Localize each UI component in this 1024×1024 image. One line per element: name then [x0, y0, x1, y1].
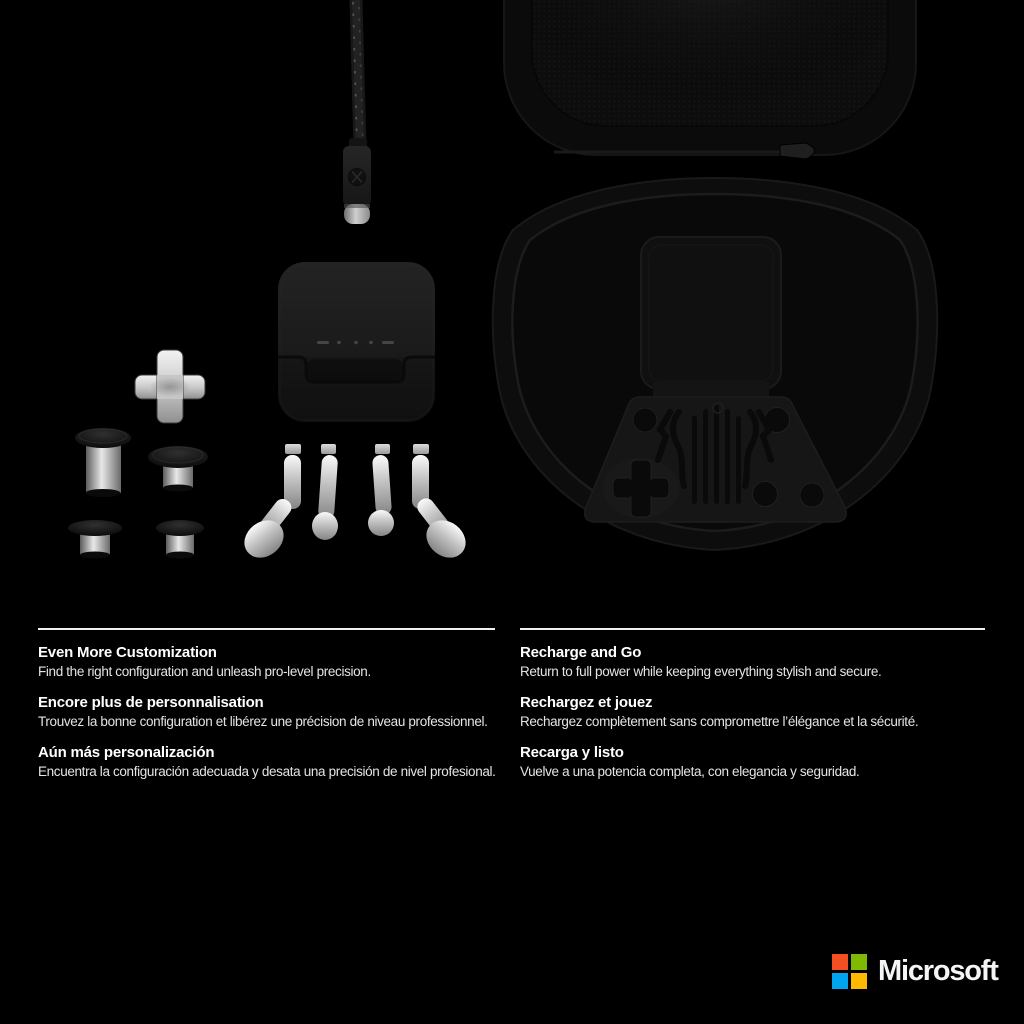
- feature-body: Vuelve a una potencia completa, con elegancia y seguridad.: [520, 764, 860, 779]
- info-column-right: [520, 628, 1020, 780]
- paddle-short-left: [312, 444, 338, 540]
- microsoft-logo-icon: [832, 954, 867, 989]
- charging-dock-image: [276, 258, 438, 428]
- feature-body: Find the right configuration and unleash pro-level precision.: [38, 664, 371, 679]
- case-interior-tray: [641, 237, 781, 389]
- feature-section: [38, 694, 508, 730]
- feature-body: Trouvez la bonne configuration et libérez une précision de niveau professionnel.: [38, 714, 488, 729]
- feature-body: Return to full power while keeping everything stylish and secure.: [520, 664, 882, 679]
- usb-c-cable-image: [330, 0, 390, 232]
- feature-heading: Recarga y listo: [520, 744, 624, 761]
- microsoft-square-red: [832, 954, 848, 970]
- feature-section: [38, 644, 508, 680]
- feature-section: [520, 694, 1020, 730]
- tall-thumbstick: [75, 428, 131, 497]
- thumbstick-slot: [753, 482, 778, 507]
- feature-body: Rechargez complètement sans compromettre l’élégance et la sécurité.: [520, 714, 919, 729]
- thumbstick-base: [68, 520, 122, 559]
- feature-section: [38, 744, 508, 780]
- feature-heading: Encore plus de personnalisation: [38, 694, 264, 711]
- paddle-long-left: [237, 444, 301, 565]
- thumbstick-slot: [800, 483, 824, 507]
- feature-heading: Rechargez et jouez: [520, 694, 653, 711]
- microsoft-square-blue: [832, 973, 848, 989]
- dome-thumbstick: [148, 446, 208, 492]
- xbox-logo-icon: [349, 169, 366, 186]
- feature-heading: Aún más personalización: [38, 744, 215, 761]
- microsoft-square-green: [851, 954, 867, 970]
- carrying-case-image: [488, 0, 940, 570]
- paddle-long-right: [412, 444, 473, 565]
- microsoft-logo: [832, 954, 998, 989]
- feature-section: [520, 644, 1020, 680]
- microsoft-wordmark: Microsoft: [878, 955, 998, 987]
- thumbstick-slot: [633, 408, 657, 432]
- feature-body: Encuentra la configuración adecuada y desata una precisión de nivel profesional.: [38, 764, 496, 779]
- case-zipper-pull: [780, 143, 815, 159]
- paddle-short-right: [368, 444, 394, 536]
- feature-section: [520, 744, 1020, 780]
- divider-line: [38, 628, 495, 630]
- thumbstick-base: [156, 520, 204, 559]
- divider-line: [520, 628, 985, 630]
- thumbsticks-image: [60, 425, 210, 570]
- info-column-left: [38, 628, 508, 780]
- microsoft-square-yellow: [851, 973, 867, 989]
- dpad-image: [130, 344, 210, 428]
- feature-heading: Even More Customization: [38, 644, 217, 661]
- paddles-image: [232, 440, 477, 565]
- feature-heading: Recharge and Go: [520, 644, 642, 661]
